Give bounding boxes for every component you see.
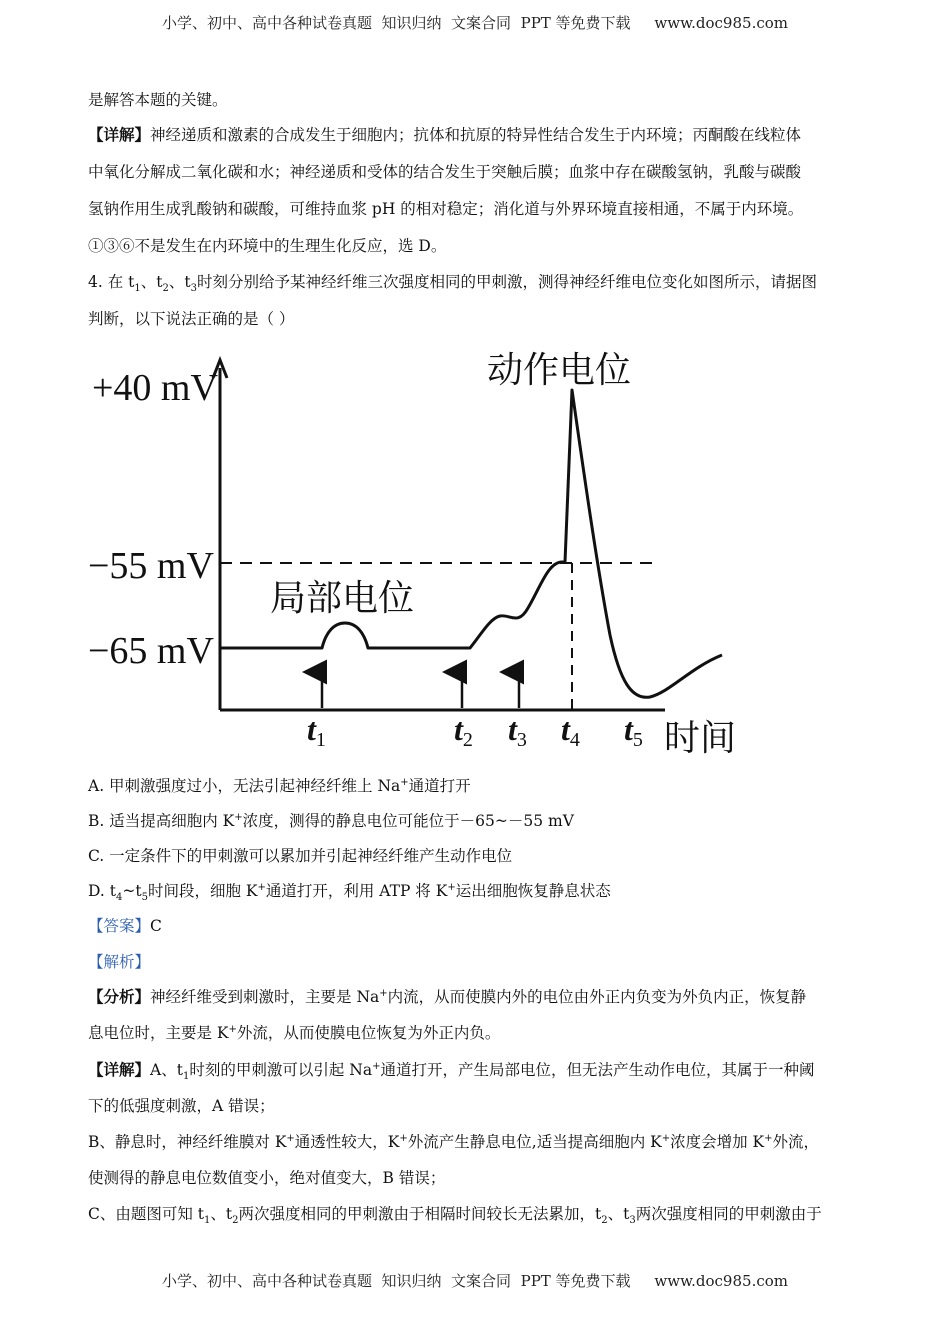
analysis-sup: + [228,1023,237,1035]
question-line-1 [88,272,878,295]
detail-text: 两次强度相同的甲刺激由于 [635,1205,822,1223]
analysis-line-2 [88,1023,878,1043]
detail-sub: 3 [629,1215,636,1227]
q-text: 在 t [107,273,135,291]
detail-text: 外流产生静息电位,适当提高细胞内 K [407,1133,662,1151]
option-c [88,846,878,866]
detail-text: 使测得的静息电位数值变小，绝对值变大，B 错误； [88,1169,446,1187]
q-sub: 3 [190,283,197,295]
detail-text: 下的低强度刺激，A 错误； [88,1097,275,1115]
detail-line-1 [88,1060,878,1083]
answer-value: C [150,917,162,935]
detail-sup: + [372,1060,381,1072]
opt-sub: 4 [115,892,123,904]
analysis-label: 【分析】 [88,987,151,1006]
q-text: 判断，以下说法正确的是（ ） [88,310,295,328]
q-text: 、t [140,273,163,291]
detail-sup: + [286,1132,295,1144]
detail-line-4 [88,1168,878,1188]
analysis-tag-line [88,952,878,972]
option-d [88,881,878,904]
q-sub: 2 [162,283,169,295]
intro-line-4 [88,199,878,219]
opt-sup: + [400,776,409,788]
tick-label-t3: t3 [508,711,527,751]
analysis-sup: + [379,987,388,999]
opt-text: C. 一定条件下的甲刺激可以累加并引起神经纤维产生动作电位 [88,847,513,865]
detail-text: 浓度会增加 K [670,1133,765,1151]
detail-text: 、t [210,1205,233,1223]
tick-label-t2: t2 [454,711,473,751]
y-label-plus40: +40 mV [92,367,218,409]
analysis-text: 神经纤维受到刺激时，主要是 Na [150,988,380,1006]
opt-text: 运出细胞恢复静息状态 [455,882,611,900]
detail-text: 外流， [772,1133,820,1151]
q-text: 、t [168,273,191,291]
potential-curve [220,390,722,697]
opt-sub: 5 [141,892,148,904]
detail-text: B、静息时，神经纤维膜对 K [88,1133,287,1151]
tick-label-t5: t5 [624,711,643,751]
analysis-line-1 [88,987,878,1007]
question-line-2 [88,309,878,329]
option-b [88,811,878,831]
page-footer: 小学、初中、高中各种试卷真题 知识归纳 文案合同 PPT 等免费下载 www.doc985.com [161,1272,788,1290]
tick-label-t1: t1 [307,711,326,751]
detail-sup: + [661,1132,671,1144]
detail-line-3 [88,1132,878,1152]
answer-tag: 【答案】 [88,917,151,935]
detail-sup: + [399,1132,408,1144]
local-potential-label: 局部电位 [270,578,415,619]
detail-label: 【详解】 [88,1060,151,1079]
y-label-minus55: −55 mV [88,545,214,587]
intro-text: 是解答本题的关键。 [88,91,228,109]
opt-text: ~t [122,882,142,900]
opt-sup: + [257,881,266,893]
question-number: 4. [88,273,108,291]
intro-text: 神经递质和激素的合成发生于细胞内；抗体和抗原的特异性结合发生于内环境；丙酮酸在线粒体 [150,126,802,144]
detail-line-2 [88,1096,878,1116]
answer-line [88,916,878,936]
opt-text: 通道打开，利用 ATP 将 K [265,882,448,900]
detail-line-5 [88,1204,878,1227]
opt-text: D. t [88,882,116,900]
detail-text: 时刻的甲刺激可以引起 Na [189,1061,373,1079]
opt-text: B. 适当提高细胞内 K [88,812,235,830]
intro-line-1 [88,90,878,110]
detail-text: 两次强度相同的甲刺激由于相隔时间较长无法累加，t [238,1205,602,1223]
intro-text: 氢钠作用生成乳酸钠和碳酸，可维持血浆 pH 的相对稳定；消化道与外界环境直接相通，不属于内环境。 [88,200,804,218]
analysis-text: 外流，从而使膜电位恢复为外正内负。 [236,1024,501,1042]
detail-sup: + [764,1132,773,1144]
opt-sup: + [447,881,456,893]
q-text: 时刻分别给予某神经纤维三次强度相同的甲刺激，测得神经纤维电位变化如图所示，请据图 [196,273,817,291]
detail-text: C、由题图可知 t [88,1205,205,1223]
intro-text: ①③⑥不是发生在内环境中的生理生化反应，选 D。 [88,237,447,255]
intro-line-5 [88,236,878,256]
detail-sub: 2 [601,1215,608,1227]
analysis-text: 内流，从而使膜内外的电位由外正内负变为外负内正，恢复静 [387,988,807,1006]
y-label-minus65: −65 mV [88,630,214,672]
opt-text: 浓度，测得的静息电位可能位于－65~－55 mV [242,812,574,830]
detail-sub: 1 [182,1071,190,1083]
detail-text: A、t [150,1061,183,1079]
detail-text: 通道打开，产生局部电位，但无法产生动作电位，其属于一种阈 [380,1061,815,1079]
opt-text: 时间段，细胞 K [147,882,258,900]
detail-text: 、t [607,1205,630,1223]
intro-text: 中氧化分解成二氧化碳和水；神经递质和受体的结合发生于突触后膜；血浆中存在碳酸氢钠，乳酸与碳酸 [88,163,802,181]
intro-line-2 [88,125,878,145]
detail-tag: 【详解】 [88,125,151,144]
x-axis-label: 时间 [664,718,737,757]
opt-text: A. 甲刺激强度过小，无法引起神经纤维上 Na [88,777,401,795]
opt-text: 通道打开 [408,777,471,795]
analysis-tag: 【解析】 [88,953,151,971]
detail-sub: 1 [204,1215,211,1227]
tick-label-t4: t4 [561,711,580,751]
detail-text: 通透性较大，K [294,1133,400,1151]
page-header: 小学、初中、高中各种试卷真题 知识归纳 文案合同 PPT 等免费下载 www.doc985.com [161,14,788,32]
intro-line-3 [88,162,878,182]
detail-sub: 2 [232,1215,239,1227]
q-sub: 1 [134,283,141,295]
opt-sup: + [234,811,243,823]
membrane-potential-figure [88,345,748,757]
option-a [88,776,878,796]
action-potential-label: 动作电位 [487,350,632,391]
analysis-text: 息电位时，主要是 K [88,1024,229,1042]
